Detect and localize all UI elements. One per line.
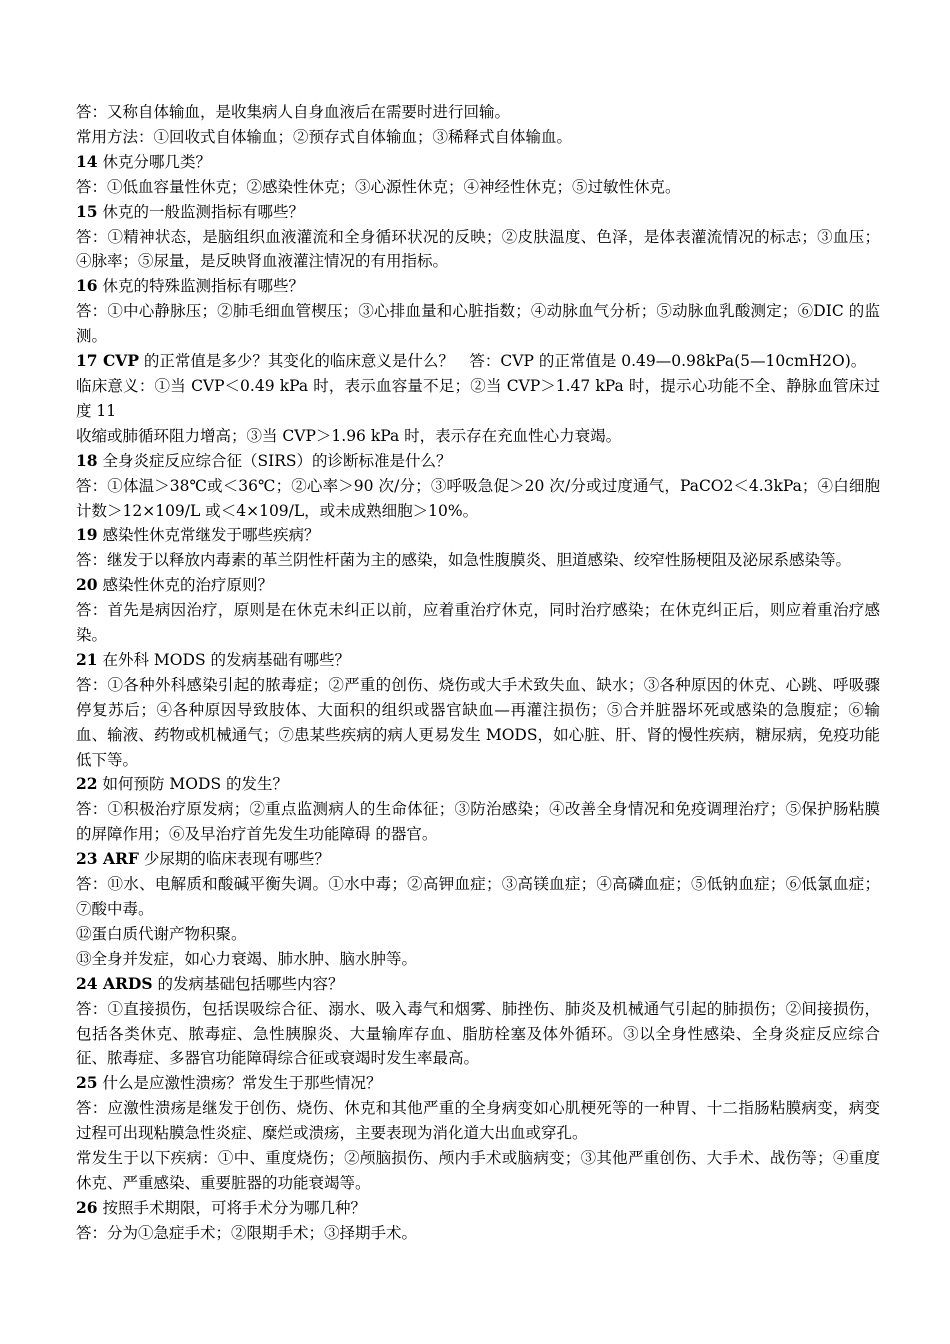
question-text: 的发病基础包括哪些内容？ [152,974,344,993]
answer-paragraph: 答：①体温＞38℃或＜36℃；②心率＞90 次/分；③呼吸急促＞20 次/分或过度通气，PaCO2＜4.3kPa；④白细胞计数＞12×109/L 或＜4×109/L，或未成熟细胞＞10%。 [76,476,880,520]
question-number: 22 [76,774,98,794]
question-number: 26 [76,1197,98,1217]
answer-paragraph: 答：①中心静脉压；②肺毛细血管楔压；③心排血量和心脏指数；④动脉血气分析；⑤动脉血乳酸测定；⑥DIC 的监测。 [76,302,880,346]
question-heading [76,523,880,548]
answer-paragraph: 答：分为①急症手术；②限期手术；③择期手术。 [76,1223,418,1242]
question-number: 17 CVP [76,351,139,371]
question-text: 在外科 MODS 的发病基础有哪些？ [97,650,350,669]
question-heading [76,1196,880,1221]
answer-paragraph: ⑫蛋白质代谢产物积聚。 [76,924,247,943]
question-text: 全身炎症反应综合征（SIRS）的诊断标准是什么？ [97,451,452,470]
question-text: 少尿期的临床表现有哪些？ [138,850,330,869]
question-heading [76,573,880,598]
question-heading [76,1071,880,1096]
question-heading [76,200,880,225]
question-heading [76,449,880,474]
question-number: 24 ARDS [76,973,153,993]
answer-paragraph: ⑬全身并发症，如心力衰竭、肺水肿、脑水肿等。 [76,949,418,968]
question-text: 什么是应激性溃疡？常发生于那些情况？ [97,1074,382,1093]
answer-paragraph: 答：应激性溃疡是继发于创伤、烧伤、休克和其他严重的全身病变如心肌梗死等的一种胃、十二指肠粘膜病变，病变过程可出现粘膜急性炎症、糜烂或溃疡，主要表现为消化道大出血或穿孔。 [76,1099,880,1143]
answer-paragraph: 答：又称自体输血，是收集病人自身血液后在需要时进行回输。 [76,103,511,121]
answer-paragraph: 答：①积极治疗原发病；②重点监测病人的生命体征；③防治感染；④改善全身情况和免疫调理治疗；⑤保护肠粘膜的屏障作用；⑥及早治疗首先发生功能障碍 的器官。 [76,800,880,844]
question-number: 18 [76,450,98,470]
question-number: 15 [76,201,98,221]
answer-paragraph: 常用方法：①回收式自体输血；②预存式自体输血；③稀释式自体输血。 [76,127,573,146]
question-heading [76,150,880,175]
question-heading [76,972,880,997]
question-text: 休克分哪几类？ [97,152,212,171]
question-heading [76,648,880,673]
question-text: 的正常值是多少？其变化的临床意义是什么？ 答：CVP 的正常值是 0.49—0.98kPa(5—10cmH2O)。 [138,352,867,371]
question-number: 25 [76,1073,98,1093]
question-heading [76,274,880,299]
answer-paragraph: 答：①各种外科感染引起的脓毒症；②严重的创伤、烧伤或大手术致失血、缺水；③各种原因的休克、心跳、呼吸骤停复苏后；④各种原因导致肢体、大面积的组织或器官缺血—再灌注损伤；⑤合并脏器坏死或感染的急腹症；⑥输血、输液、药物或机械通气；⑦患某些疾病的病人更易发生 MODS，如心脏、肝、肾的慢性疾病，糖尿病，免疫功能低下等。 [76,675,880,769]
question-text: 按照手术期限，可将手术分为哪几种？ [97,1198,367,1217]
answer-paragraph: 答：继发于以释放内毒素的革兰阴性杆菌为主的感染，如急性腹膜炎、胆道感染、绞窄性肠梗阻及泌尿系感染等。 [76,551,852,570]
question-text: 如何预防 MODS 的发生？ [97,775,288,794]
question-number: 19 [76,525,98,545]
question-heading [76,349,880,374]
answer-paragraph: 答：①直接损伤，包括误吸综合征、溺水、吸入毒气和烟雾、肺挫伤、肺炎及机械通气引起的肺损伤；②间接损伤，包括各类休克、脓毒症、急性胰腺炎、大量输库存血、脂肪栓塞及体外循环。③以全身性感染、全身炎症反应综合征、脓毒症、多器官功能障碍综合征或衰竭时发生率最高。 [76,999,880,1068]
answer-paragraph: 常发生于以下疾病：①中、重度烧伤；②颅脑损伤、颅内手术或脑病变；③其他严重创伤、大手术、战伤等；④重度休克、严重感染、重要脏器的功能衰竭等。 [76,1149,880,1192]
answer-paragraph: 答：①精神状态，是脑组织血液灌流和全身循环状况的反映；②皮肤温度、色泽，是体表灌流情况的标志；③血压；④脉率；⑤尿量，是反映肾血液灌注情况的有用指标。 [76,227,880,271]
question-heading [76,847,880,872]
question-number: 23 ARF [76,849,139,869]
question-number: 21 [76,649,98,669]
answer-paragraph: 临床意义：①当 CVP＜0.49 kPa 时，表示血容量不足；②当 CVP＞1.47 kPa 时，提示心功能不全、静脉血管床过度 11 [76,376,880,420]
question-number: 20 [76,575,98,595]
answer-paragraph: 答：①低血容量性休克；②感染性休克；③心源性休克；④神经性休克；⑤过敏性休克。 [76,177,681,196]
question-text: 感染性休克的治疗原则？ [97,576,274,595]
answer-paragraph: 收缩或肺循环阻力增高；③当 CVP＞1.96 kPa 时，表示存在充血性心力衰竭。 [76,426,622,445]
question-text: 休克的特殊监测指标有哪些？ [97,277,305,296]
question-heading [76,772,880,797]
document-body [76,100,880,1246]
question-text: 休克的一般监测指标有哪些？ [97,202,305,221]
answer-paragraph: 答：首先是病因治疗，原则是在休克未纠正以前，应着重治疗休克，同时治疗感染；在休克纠正后，则应着重治疗感染。 [76,601,880,645]
question-text: 感染性休克常继发于哪些疾病？ [97,526,320,545]
answer-paragraph: 答：⑪水、电解质和酸碱平衡失调。①水中毒；②高钾血症；③高镁血症；④高磷血症；⑤低钠血症；⑥低氯血症；⑦酸中毒。 [76,875,880,918]
question-number: 14 [76,151,98,171]
question-number: 16 [76,276,98,296]
